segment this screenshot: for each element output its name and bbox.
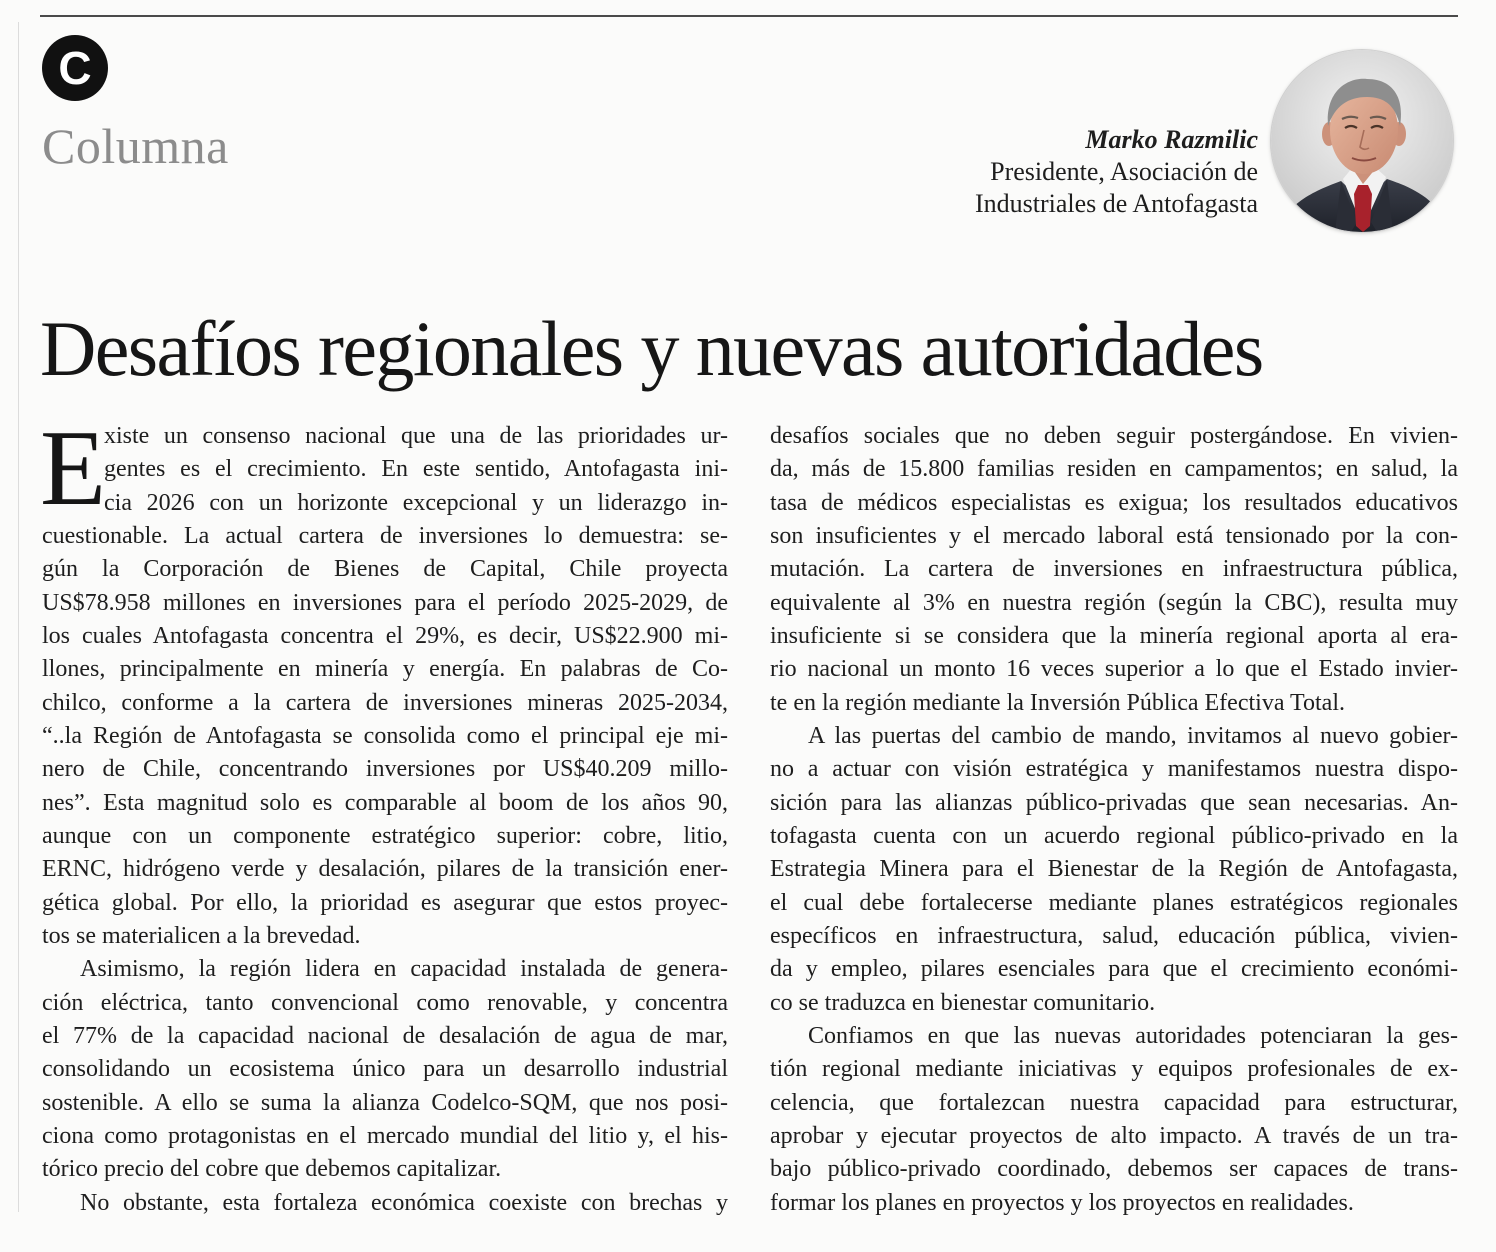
text-line: Estrategia Minera para el Bienestar de la Región de Antofagasta, (770, 856, 1458, 883)
paragraph (770, 1020, 1458, 1220)
page-edge-rule (18, 22, 19, 1212)
text-line: US$78.958 millones en inversiones para el período 2025-2029, de (42, 589, 728, 616)
text-line: sición para las alianzas público-privadas que sean necesarias. An- (770, 789, 1458, 816)
section-label: Columna (42, 118, 229, 174)
text-line: tasa de médicos especialistas es exigua; los resultados educativos (770, 489, 1458, 516)
text-line: co se traduzca en bienestar comunitario. (770, 989, 1156, 1016)
left-column (42, 420, 728, 1220)
author-title-line: Industriales de Antofagasta (974, 189, 1258, 218)
text-line: el cual debe fortalecerse mediante planes estratégicos regionales (770, 889, 1458, 916)
text-line: nero de Chile, concentrando inversiones por US$40.209 millo- (42, 756, 728, 783)
author-photo (1271, 50, 1453, 232)
headline: Desafíos regionales y nuevas autoridades (40, 305, 1263, 392)
portrait-tie (1354, 185, 1372, 232)
author-name: Marko Razmilic (1085, 125, 1258, 154)
text-line: los cuales Antofagasta concentra el 29%, es decir, US$22.900 mi- (42, 622, 728, 649)
text-line: sostenible. A ello se suma la alianza Codelco-SQM, que nos posi- (42, 1089, 728, 1116)
text-line: tórico precio del cobre que debemos capitalizar. (42, 1156, 502, 1183)
text-line: aprobar y ejecutar proyectos de alto impacto. A través de un tra- (770, 1122, 1458, 1149)
text-line: “..la Región de Antofagasta se consolida como el principal eje mi- (42, 722, 728, 749)
author-byline (880, 124, 1258, 220)
text-line: xiste un consenso nacional que una de las prioridades ur- (104, 423, 728, 449)
text-line: tión regional mediante iniciativas y equipos profesionales de ex- (770, 1056, 1458, 1083)
right-column (770, 420, 1458, 1220)
text-line: gética global. Por ello, la prioridad es asegurar que estos proyec- (42, 889, 728, 916)
text-line: rio nacional un monto 16 veces superior a lo que el Estado invier- (770, 656, 1458, 683)
text-line: aunque con un componente estratégico superior: cobre, litio, (42, 822, 728, 849)
drop-cap: E (40, 409, 106, 528)
text-line: da, más de 15.800 familias residen en campamentos; en salud, la (770, 456, 1458, 483)
text-line: cia 2026 con un horizonte excepcional y un liderazgo in- (104, 489, 728, 516)
paragraph (42, 1187, 728, 1220)
text-line: gentes es el crecimiento. En este sentido, Antofagasta ini- (104, 456, 728, 483)
text-line: específicos en infraestructura, salud, educación pública, vivien- (770, 922, 1458, 949)
text-line: insuficiente si se considera que la minería regional aporta al era- (770, 622, 1458, 649)
text-line: ERNC, hidrógeno verde y desalación, pilares de la transición ener- (42, 856, 728, 883)
text-line: da y empleo, pilares esenciales para que el crecimiento económi- (770, 956, 1458, 983)
paragraph (42, 953, 728, 1186)
text-line: no a actuar con visión estratégica y manifestamos nuestra dispo- (770, 756, 1458, 783)
paragraph (42, 420, 728, 953)
text-line: nes”. Esta magnitud solo es comparable al boom de los años 90, (42, 789, 728, 816)
text-line: gún la Corporación de Bienes de Capital, Chile proyecta (42, 556, 728, 583)
paragraph (770, 720, 1458, 1020)
text-line: formar los planes en proyectos y los proyectos en realidades. (770, 1189, 1354, 1216)
text-line: chilco, conforme a la cartera de inversiones mineras 2025-2034, (42, 689, 728, 716)
author-title-line: Presidente, Asociación de (990, 157, 1258, 186)
text-line: tos se materialicen a la brevedad. (42, 922, 361, 949)
text-line: A las puertas del cambio de mando, invitamos al nuevo gobier- (808, 722, 1458, 749)
text-line: mutación. La cartera de inversiones en infraestructura pública, (770, 556, 1458, 583)
text-line: te en la región mediante la Inversión Pública Efectiva Total. (770, 689, 1346, 716)
paragraph (770, 420, 1458, 720)
top-rule (40, 15, 1458, 17)
text-line: cuestionable. La actual cartera de inversiones lo demuestra: se- (42, 522, 728, 549)
text-line: Confiamos en que las nuevas autoridades potenciaran la ges- (808, 1022, 1458, 1049)
section-badge: C (42, 35, 108, 101)
text-line: equivalente al 3% en nuestra región (según la CBC), resulta muy (770, 589, 1458, 616)
text-line: ciona como protagonistas en el mercado mundial del litio y, el his- (42, 1122, 728, 1149)
text-line: llones, principalmente en minería y energía. En palabras de Co- (42, 656, 728, 683)
text-line: son insuficientes y el mercado laboral está tensionado por la con- (770, 522, 1458, 549)
text-line: Asimismo, la región lidera en capacidad instalada de genera- (80, 956, 728, 983)
text-line: No obstante, esta fortaleza económica coexiste con brechas y (80, 1189, 728, 1216)
text-line: celencia, que fortalezcan nuestra capacidad para estructurar, (770, 1089, 1458, 1116)
text-line: consolidando un ecosistema único para un desarrollo industrial (42, 1056, 728, 1083)
text-line: tofagasta cuenta con un acuerdo regional público-privado en la (770, 822, 1458, 849)
text-line: bajo público-privado coordinado, debemos ser capaces de trans- (770, 1156, 1458, 1183)
text-line: el 77% de la capacidad nacional de desalación de agua de mar, (42, 1022, 728, 1049)
text-line: desafíos sociales que no deben seguir postergándose. En vivien- (770, 423, 1458, 449)
text-line: ción eléctrica, tanto convencional como renovable, y concentra (42, 989, 728, 1016)
author-portrait-icon (1271, 50, 1453, 232)
